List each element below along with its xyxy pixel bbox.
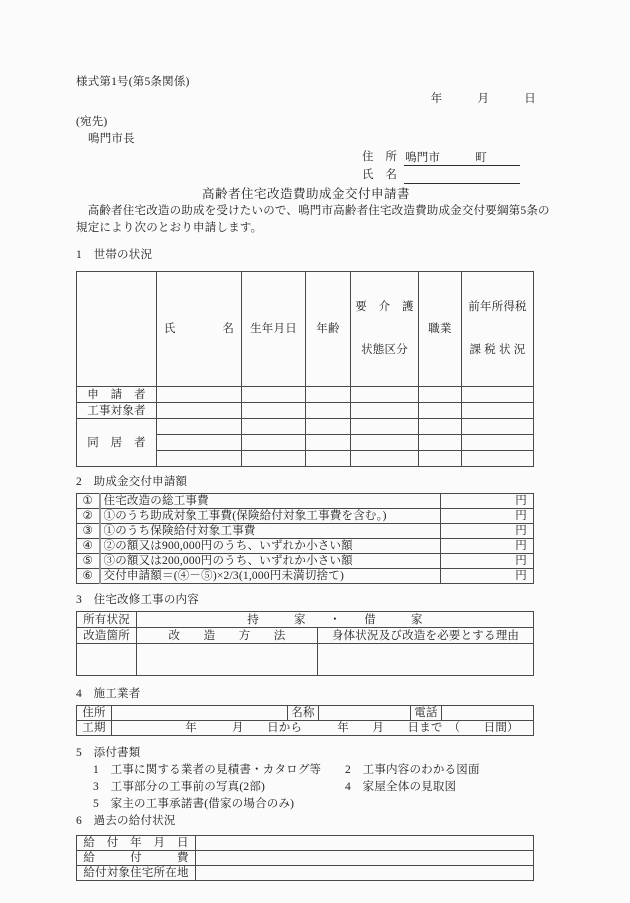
- addressee-label: (宛先): [76, 116, 108, 128]
- yen-cell: 円: [441, 554, 534, 569]
- attachment-item-2: 2 工事内容のわかる図面: [345, 764, 480, 776]
- name-label: 氏 名: [362, 169, 398, 181]
- past-benefit-table: [76, 835, 534, 881]
- contractor-table: [76, 705, 534, 736]
- ownership-value: 持 家 ・ 借 家: [137, 612, 534, 628]
- blank-cell: [351, 451, 419, 467]
- blank-cell: [419, 451, 462, 467]
- section2-heading: 2 助成金交付申請額: [76, 476, 188, 488]
- date-line: 年 月 日: [430, 93, 536, 105]
- col-header-occupation: 職業: [419, 272, 462, 387]
- blank-cell: [77, 644, 137, 676]
- attachment-item-3: 3 工事部分の工事前の写真(2部): [93, 781, 266, 793]
- contractor-tel-label: 電話: [411, 706, 442, 721]
- blank-cell: [351, 419, 419, 435]
- table-row: [77, 721, 534, 736]
- benefit-amount-label: 給 付 費: [77, 851, 196, 866]
- blank-cell: [306, 435, 351, 451]
- table-row: [77, 554, 534, 569]
- table-row: [77, 866, 534, 881]
- yen-cell: 円: [441, 569, 534, 584]
- blank-cell: [196, 866, 534, 881]
- row-description: ③の額又は200,000円のうち、いずれか小さい額: [100, 554, 441, 569]
- row-description: 住宅改造の総工事費: [100, 494, 441, 509]
- col-header-name: 氏 名: [157, 272, 242, 387]
- ownership-label: 所有状況: [77, 612, 137, 628]
- attachment-line: [76, 796, 536, 813]
- blank-cell: [112, 706, 288, 721]
- blank-cell: [306, 387, 351, 403]
- table-row: [77, 403, 534, 419]
- blank-cell: [242, 451, 306, 467]
- row-number: ①: [77, 494, 100, 509]
- col-header-care-level: 要 介 護 状態区分: [351, 272, 419, 387]
- row-description: ①のうち保険給付対象工事費: [100, 524, 441, 539]
- blank-cell: [351, 403, 419, 419]
- blank-cell: [462, 419, 534, 435]
- table-row: [77, 494, 534, 509]
- row-description: 交付申請額＝(④－⑤)×2/3(1,000円未満切捨て): [100, 569, 441, 584]
- blank-cell: [137, 644, 318, 676]
- corner-cell: [77, 272, 157, 387]
- row-label-work-subject: 工事対象者: [77, 403, 157, 419]
- section5-heading: 5 添付書類: [76, 747, 141, 759]
- row-number: ③: [77, 524, 100, 539]
- row-number: ④: [77, 539, 100, 554]
- blank-cell: [242, 419, 306, 435]
- yen-cell: 円: [441, 494, 534, 509]
- table-row: [77, 706, 534, 721]
- table-row: [77, 612, 534, 628]
- blank-cell: [196, 836, 534, 851]
- yen-cell: 円: [441, 524, 534, 539]
- table-row: [77, 836, 534, 851]
- row-number: ⑥: [77, 569, 100, 584]
- table-row: [77, 509, 534, 524]
- row-description: ②の額又は900,000円のうち、いずれか小さい額: [100, 539, 441, 554]
- blank-cell: [351, 387, 419, 403]
- blank-cell: [306, 451, 351, 467]
- intro-line-1: 高齢者住宅改造の助成を受けたいので、鳴門市高齢者住宅改造費助成金交付要綱第5条の: [76, 205, 550, 217]
- section6-heading: 6 過去の給付状況: [76, 815, 176, 827]
- row-number: ⑤: [77, 554, 100, 569]
- blank-cell: [157, 403, 242, 419]
- attachment-line: [76, 779, 536, 796]
- table-row: [77, 387, 534, 403]
- blank-cell: [242, 435, 306, 451]
- table-row: [77, 539, 534, 554]
- benefit-date-label: 給 付 年 月 日: [77, 836, 196, 851]
- blank-cell: [157, 435, 242, 451]
- table-row: [77, 628, 534, 644]
- reason-label: 身体状況及び改造を必要とする理由: [318, 628, 534, 644]
- intro-paragraph: [76, 203, 550, 237]
- row-number: ②: [77, 509, 100, 524]
- address-row: [362, 148, 536, 166]
- row-label-cohabitant: 同 居 者: [77, 419, 157, 467]
- blank-cell: [442, 706, 534, 721]
- yen-cell: 円: [441, 539, 534, 554]
- work-period-value: 年 月 日から 年 月 日まで （ 日間）: [112, 721, 534, 736]
- col-header-age: 年齢: [306, 272, 351, 387]
- household-table: [76, 271, 534, 467]
- blank-cell: [419, 435, 462, 451]
- method-label: 改 造 方 法: [137, 628, 318, 644]
- blank-cell: [462, 451, 534, 467]
- yen-cell: 円: [441, 509, 534, 524]
- name-row: [362, 166, 536, 184]
- table-row: [77, 851, 534, 866]
- attachment-item-5: 5 家主の工事承諾書(借家の場合のみ): [93, 798, 295, 810]
- section3-heading: 3 住宅改修工事の内容: [76, 594, 199, 606]
- intro-line-2: 規定により次のとおり申請します。: [76, 222, 263, 234]
- blank-cell: [462, 435, 534, 451]
- blank-cell: [462, 403, 534, 419]
- work-period-label: 工期: [77, 721, 112, 736]
- subsidy-amount-table: [76, 493, 534, 584]
- page-title: 高齢者住宅改造費助成金交付申請書: [201, 187, 410, 201]
- section4-heading: 4 施工業者: [76, 688, 141, 700]
- blank-cell: [196, 851, 534, 866]
- blank-cell: [462, 387, 534, 403]
- applicant-signature-block: [362, 148, 536, 184]
- table-row: [77, 524, 534, 539]
- blank-cell: [157, 387, 242, 403]
- row-label-applicant: 申 請 者: [77, 387, 157, 403]
- blank-cell: [242, 403, 306, 419]
- name-field: [404, 168, 520, 184]
- blank-cell: [351, 435, 419, 451]
- form-content: [76, 74, 550, 881]
- attachment-item-4: 4 家屋全体の見取図: [345, 781, 457, 793]
- blank-cell: [419, 403, 462, 419]
- location-label: 改造箇所: [77, 628, 137, 644]
- renovation-content-table: [76, 611, 534, 676]
- blank-cell: [157, 451, 242, 467]
- blank-cell: [157, 419, 242, 435]
- table-row: [77, 644, 534, 676]
- col-header-tax-status: 前年所得税 課 税 状 況: [462, 272, 534, 387]
- blank-cell: [419, 419, 462, 435]
- blank-cell: [306, 403, 351, 419]
- col-header-birthdate: 生年月日: [242, 272, 306, 387]
- row-description: ①のうち助成対象工事費(保険給付対象工事費を含む。): [100, 509, 441, 524]
- table-row: [77, 419, 534, 435]
- benefit-address-label: 給付対象住宅所在地: [77, 866, 196, 881]
- blank-cell: [319, 706, 411, 721]
- contractor-name-label: 名称: [288, 706, 319, 721]
- blank-cell: [419, 387, 462, 403]
- attachment-item-1: 1 工事に関する業者の見積書・カタログ等: [93, 764, 322, 776]
- section1-heading: 1 世帯の状況: [76, 249, 153, 261]
- address-label: 住 所: [362, 151, 398, 163]
- address-field: 鳴門市 町: [404, 150, 520, 166]
- form-code: 様式第1号(第5条関係): [76, 76, 190, 88]
- contractor-address-label: 住所: [77, 706, 112, 721]
- addressee-name: 鳴門市長: [88, 133, 135, 145]
- blank-cell: [242, 387, 306, 403]
- blank-cell: [306, 419, 351, 435]
- table-row: [77, 569, 534, 584]
- blank-cell: [318, 644, 534, 676]
- attachment-line: [76, 762, 536, 779]
